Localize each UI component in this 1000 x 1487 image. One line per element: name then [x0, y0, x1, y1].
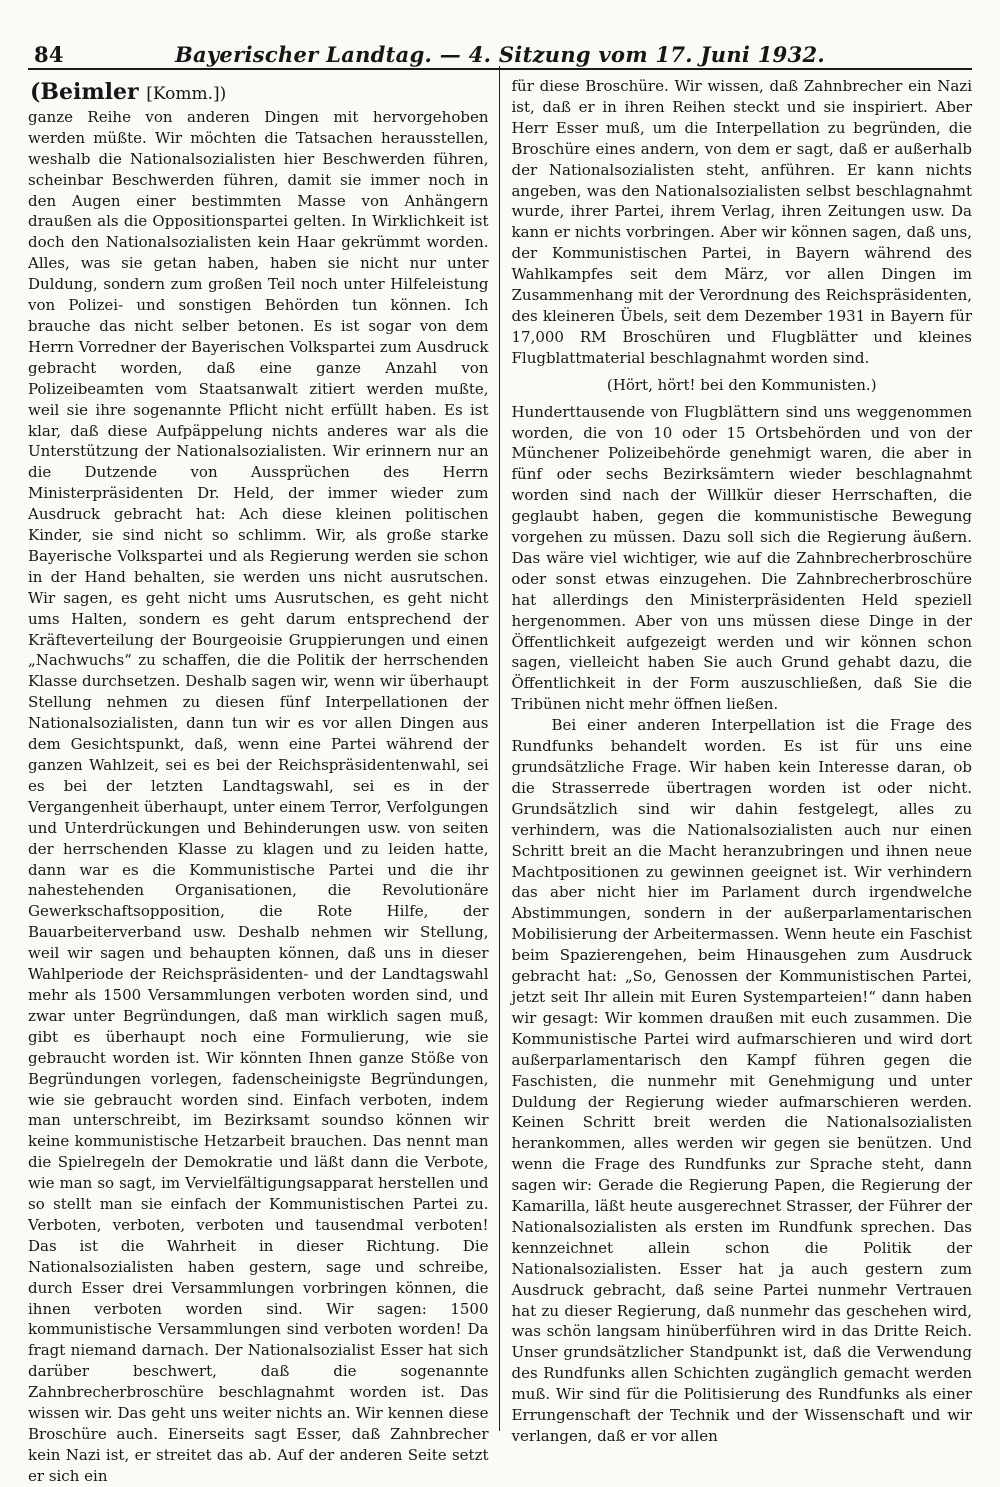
paragraph: ganze Reihe von anderen Dingen mit hervorgehoben werden müßte. Wir möchten die Tatsachen herausstellen, weshalb die Nationalsozialisten hier Beschwerden führen, scheinbar Beschwerden führen, damit sie immer noch in den Augen einer bestimmten Masse von Anhängern draußen als die Oppositionspartei gelten. In Wirklichkeit ist doch den Nationalsozialisten kein Haar gekrümmt worden. Alles, was sie getan haben, haben sie nicht nur unter Duldung, sondern zum großen Teil noch unter Hilfeleistung von Polizei- und sonstigen Behörden tun können. Ich brauche das nicht selber betonen. Es ist sogar von dem Herrn Vorredner der Bayerischen Volkspartei zum Ausdruck gebracht worden, daß eine ganze Anzahl von Polizeibeamten vom Staatsanwalt zitiert werden mußte, weil sie ihre sogenannte Pflicht nicht erfüllt haben. Es ist klar, daß diese Aufpäppelung nichts anderes war als die Unterstützung der Nationalsozialisten. Wir erinnern nur an die Dutzende von Aussprüchen des Herrn Ministerpräsidenten Dr. Held, der immer wieder zum Ausdruck gebracht hat: Ach diese kleinen politischen Kinder, sie sind nicht so schlimm. Wir, als große starke Bayerische Volkspartei und als Regierung werden sie schon in der Hand behalten, sie werden uns nicht ausrutschen. Wir sagen, es geht nicht ums Ausrutschen, es geht nicht ums Halten, sondern es geht darum entsprechend der Kräfteverteilung der Bourgeoisie Gruppierungen und einen „Nachwuchs“ zu schaffen, die die Politik der herrschenden Klasse durchsetzen. Deshalb sagen wir, wenn wir überhaupt Stellung nehmen zu diesen fünf Interpellationen der Nationalsozialisten, dann tun wir es vor allen Dingen aus dem Gesichtspunkt, daß, wenn eine Partei während der ganzen Wahlzeit, sei es bei der Reichspräsidentenwahl, sei es bei der letzten Landtagswahl, sei es in der Vergangenheit überhaupt, unter einem Terror, Verfolgungen und Unterdrückungen und Behinderungen usw. von seiten der herrschenden Klasse zu klagen und zu leiden hatte, dann war es die Kommunistische Partei und die ihr nahestehenden Organisationen, die Revolutionäre Gewerkschaftsopposition, die Rote Hilfe, der Bauarbeiterverband usw. Deshalb nehmen wir Stellung, weil wir sagen und behaupten können, daß uns in dieser Wahlperiode der Reichspräsidenten- und der Landtagswahl mehr als 1500 Versammlungen verboten worden sind, und zwar unter Begründungen, daß man wirklich sagen muß, gibt es überhaupt noch eine Formulierung, wie sie gebraucht worden ist. Wir könnten Ihnen ganze Stöße von Begründungen vorlegen, fadenscheinigste Begründungen, wie sie gebraucht worden sind. Einfach verboten, indem man unterschreibt, im Bezirksamt soundso können wir keine kommunistische Hetzarbeit brauchen. Das nennt man die Spielregeln der Demokratie und läßt dann die Verbote, wie man so sagt, im Vervielfältigungsapparat herstellen und so stellt man sie einfach der Kommunistischen Partei zu. Verboten, verboten, verboten und tausendmal verboten! Das ist die Wahrheit in dieser Richtung. Die Nationalsozialisten haben gestern, sage und schreibe, durch Esser drei Versammlungen vorbringen können, die ihnen verboten worden sind. Wir sagen: 1500 kommunistische Versammlungen sind verboten worden! Da fragt niemand darnach. Der Nationalsozialist Esser hat sich darüber beschwert, daß die sogenannte Zahnbrecherbroschüre beschlagnahmt worden ist. Das wissen wir. Das geht uns weiter nichts an. Wir kennen diese Broschüre auch. Einerseits sagt Esser, daß Zahnbrecher kein Nazi ist, er streitet das ab. Auf der anderen Seite setzt er sich ein — [28, 107, 489, 1485]
left-column — [28, 76, 499, 1485]
running-head — [28, 22, 972, 67]
paragraph: Hunderttausende von Flugblättern sind uns weggenommen worden, die von 10 oder 15 Ortsbehörden und von der Münchener Polizeibehörde genehmigt waren, die aber in fünf oder sechs Bezirksämtern wieder beschlagnahmt worden sind nach der Willkür dieser Herrschaften, die geglaubt haben, gegen die kommunistische Bewegung vorgehen zu müssen. Dazu soll sich die Regierung äußern. Das wäre viel wichtiger, wie auf die Zahnbrecherbroschüre oder sonst etwas einzugehen. Die Zahnbrecherbroschüre hat allerdings den Ministerpräsidenten Held speziell hergenommen. Aber von uns müssen diese Dinge in der Öffentlichkeit aufgezeigt werden und wir können schon sagen, vielleicht haben Sie auch Grund gehabt dazu, die Öffentlichkeit in der Form auszuschließen, daß Sie die Tribünen nicht mehr öffnen ließen. — [511, 402, 972, 714]
speaker-name: (Beimler — [30, 79, 139, 105]
speaker-heading — [30, 79, 489, 105]
paragraph: für diese Broschüre. Wir wissen, daß Zahnbrecher ein Nazi ist, daß er in ihren Reihen steckt und sie inspiriert. Aber Herr Esser muß, um die Interpellation zu begründen, die Broschüre eines andern, von dem er sagt, daß er außerhalb der Nationalsozialisten steht, anführen. Er kann nichts angeben, was den Nationalsozialisten selbst beschlagnahmt wurde, ihrer Partei, ihrem Verlag, ihren Zeitungen usw. Da kann er nichts vorbringen. Aber wir können sagen, daß uns, der Kommunistischen Partei, in Bayern während des Wahlkampfes seit dem März, vor allen Dingen im Zusammenhang mit der Verordnung des Reichspräsidenten, des kleineren Übels, seit dem Dezember 1931 in Bayern für 17,000 RM Broschüren und Flugblätter und kleines Flugblattmaterial beschlagnahmt worden sind. — [511, 77, 972, 367]
running-title: Bayerischer Landtag. — 4. Sitzung vom 17. Juni 1932. — [174, 42, 826, 67]
right-column — [499, 76, 972, 1445]
header-rule — [28, 68, 972, 70]
paragraph: Bei einer anderen Interpellation ist die Frage des Rundfunks behandelt worden. Es ist für uns eine grundsätzliche Frage. Wir haben kein Interesse daran, ob die Strasserrede übertragen worden ist oder nicht. Grundsätzlich sind wir dahin festgelegt, alles zu verhindern, was die Nationalsozialisten auch nur einen Schritt breit an die Macht heranzubringen und ihnen neue Machtpositionen zu gewinnen geeignet ist. Wir verhindern das aber nicht hier im Parlament durch irgendwelche Abstimmungen, sondern in der außerparlamentarischen Mobilisierung der Arbeitermassen. Wenn heute ein Faschist beim Spazierengehen, beim Hinausgehen zum Ausdruck gebracht hat: „So, Genossen der Kommunistischen Partei, jetzt seit Ihr allein mit Euren Systemparteien!“ dann haben wir gesagt: Wir kommen draußen mit euch zusammen. Die Kommunistische Partei wird aufmarschieren und wird dort außerparlamentarisch den Kampf führen gegen die Faschisten, die nunmehr mit Genehmigung und unter Duldung der Regierung wieder aufmarschieren werden. Keinen Schritt breit werden die Nationalsozialisten herankommen, alles werden wir gegen sie benützen. Und wenn die Frage des Rundfunks zur Sprache steht, dann sagen wir: Gerade die Regierung Papen, die Regierung der Kamarilla, läßt heute ausgerechnet Strasser, der Führer der Nationalsozialisten als ersten im Rundfunk sprechen. Das kennzeichnet allein schon die Politik der Nationalsozialisten. Esser hat ja auch gestern zum Ausdruck gebracht, daß seine Partei nunmehr Vertrauen hat zu dieser Regierung, daß nunmehr das geschehen wird, was schön langsam hinüberführen wird in das Dritte Reich. Unser grundsätzlicher Standpunkt ist, daß die Verwendung des Rundfunks allen Schichten zugänglich gemacht werden muß. Wir sind für die Politisierung des Rundfunks als einer Errungenschaft der Technik und der Wissenschaft und wir verlangen, daß er vor allen — [511, 716, 972, 1445]
page-number: 84 — [34, 42, 64, 67]
speaker-party: [Komm.]) — [146, 84, 227, 104]
interjection: (Hört, hört! bei den Kommunisten.) — [606, 375, 877, 394]
text-columns — [28, 76, 972, 1485]
